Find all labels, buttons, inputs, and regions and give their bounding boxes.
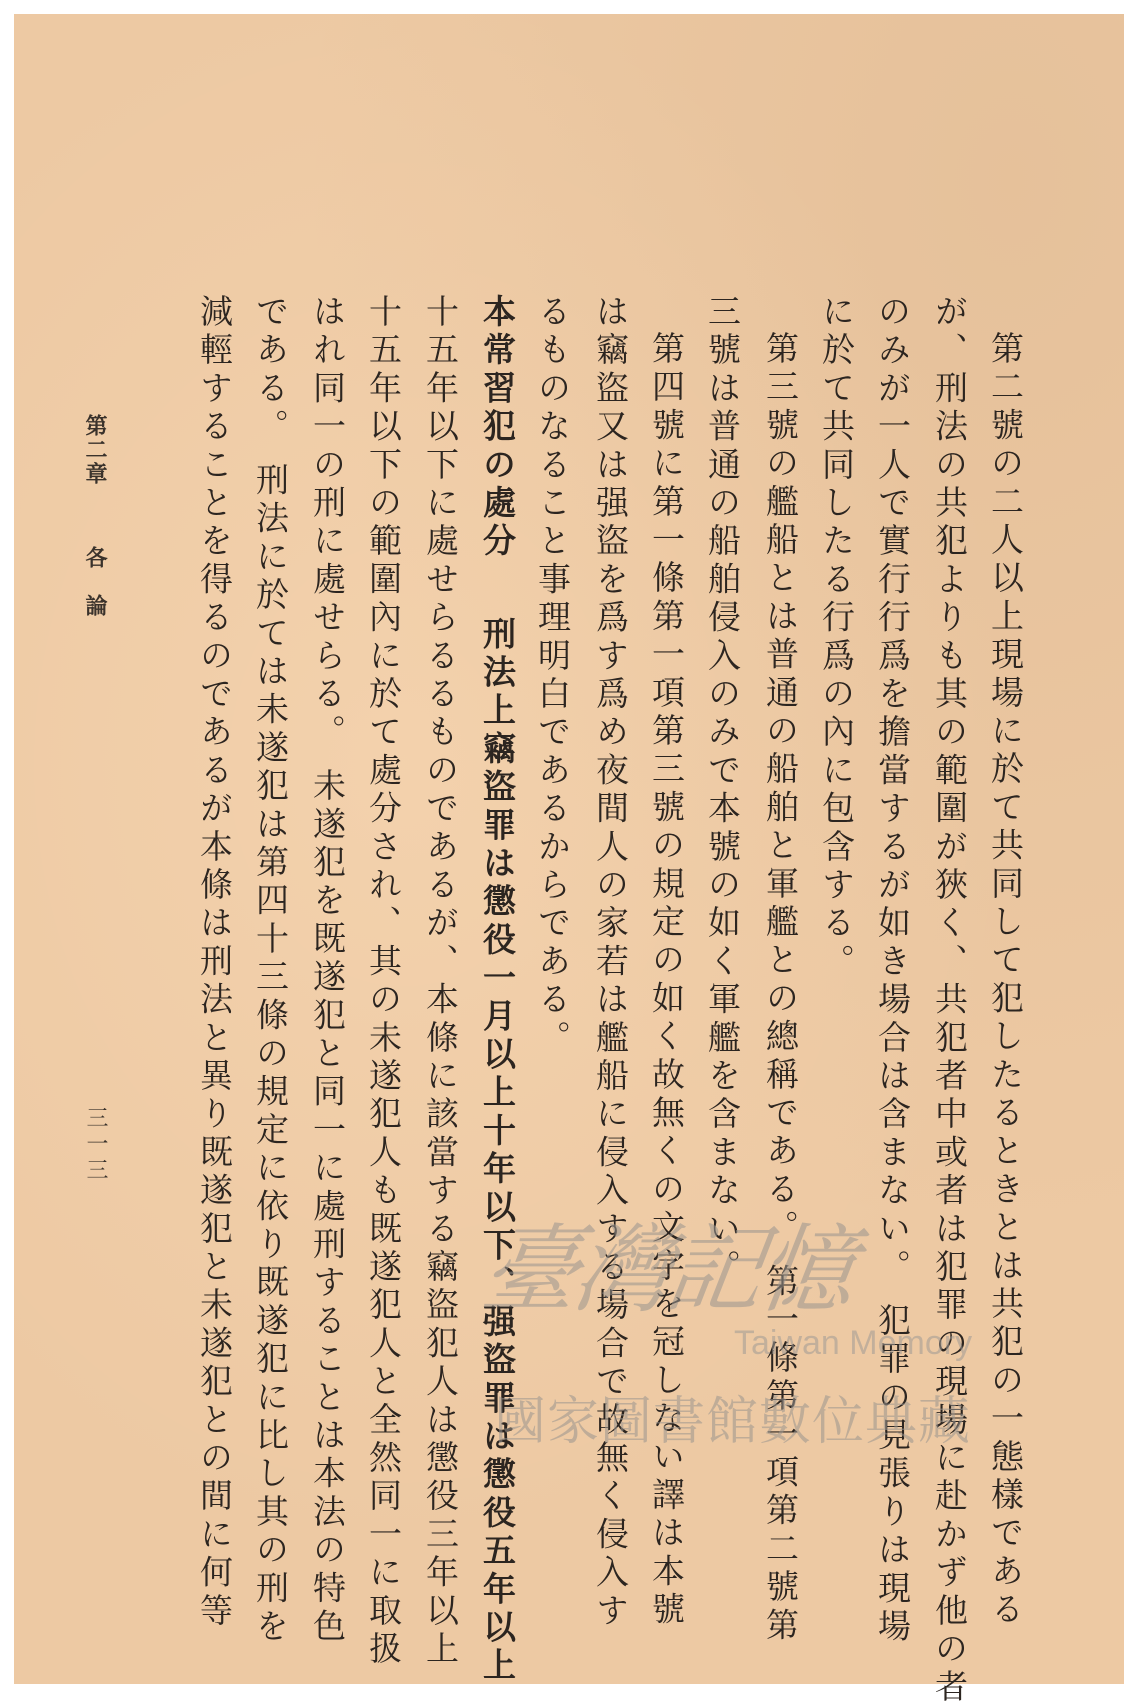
- library-watermark: [475, 1194, 1004, 1452]
- text-column-12: 十五年以下の範圍內に於て處分され、其の未遂犯人も既遂犯人と全然同一に取扱: [364, 294, 403, 1670]
- text-column-15: 減輕することを得るのであるが本條は刑法と異り既遂犯と未遂犯との間に何等: [195, 294, 234, 1631]
- text-column-11: 十五年以下に處せらるるものであるが、本條に該當する竊盜犯人は懲役三年以上: [421, 294, 460, 1670]
- text-column-14: である。 刑法に於ては未遂犯は第四十三條の規定に依り既遂犯に比し其の刑を: [251, 294, 290, 1647]
- text-column-4: に於て共同したる行爲の內に包含する。: [817, 294, 856, 982]
- text-column-3: のみが一人で實行行爲を擔當するが如き場合は含まない。 犯罪の見張りは現場: [873, 294, 912, 1647]
- text-column-1: 第二號の二人以上現場に於て共同して犯したるときとは共犯の一態樣である: [986, 331, 1025, 1630]
- text-column-9: るものなること事理明白であるからである。: [533, 294, 572, 1058]
- text-column-5: 第三號の艦船とは普通の船舶と軍艦との總稱である。 第一條第一項第二號第: [761, 331, 800, 1646]
- running-head-chapter: 第二章: [82, 414, 108, 486]
- text-column-8: は竊盜又は强盜を爲す爲め夜間人の家若は艦船に侵入する場合で故無く侵入す: [591, 294, 630, 1631]
- running-head: [80, 414, 111, 618]
- page-number: 三一三: [83, 1106, 108, 1184]
- text-column-6: 三號は普通の船舶侵入のみで本號の如く軍艦を含まない。: [703, 294, 742, 1288]
- document-page: [14, 14, 1124, 1707]
- section-heading-column: 本常習犯の處分 刑法上竊盜罪は懲役一月以上十年以下、强盜罪は懲役五年以上: [478, 294, 517, 1686]
- text-column-7: 第四號に第一條第一項第三號の規定の如く故無くの文字を冠しない譯は本號: [647, 331, 686, 1630]
- watermark-calligraphy: 臺灣記憶: [475, 1214, 859, 1326]
- text-column-2: が、刑法の共犯よりも其の範圍が狹く、共犯者中或者は犯罪の現場に赴かず他の者: [930, 294, 969, 1707]
- watermark-english: Taiwan Memory: [734, 1324, 973, 1362]
- running-head-section: 各 論: [82, 546, 108, 618]
- text-column-13: はれ同一の刑に處せらる。 未遂犯を既遂犯と同一に處刑することは本法の特色: [308, 294, 347, 1647]
- watermark-library-name: 國家圖書館數位典藏: [494, 1392, 972, 1452]
